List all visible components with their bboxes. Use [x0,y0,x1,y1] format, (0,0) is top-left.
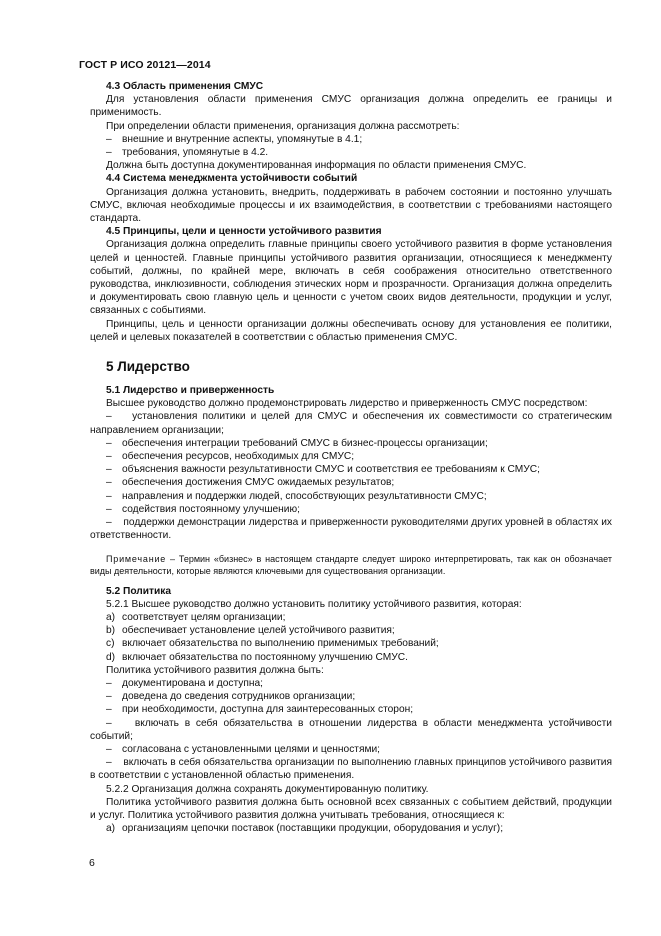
section-heading-4-4: 4.4 Система менеджмента устойчивости событий [106,173,358,185]
section-heading-4-3: 4.3 Область применения СМУС [106,81,264,92]
list-item: – направления и поддержки людей, способствующих результативности СМУС; [106,490,487,502]
paragraph: 5.2.1 Высшее руководство должно установить политику устойчивого развития, которая: [106,598,522,610]
note-text: – Термин «бизнес» в настоящем стандарте следует широко интерпретировать, так как он обозначает виды деятельности, которые являются ключевыми для существования организации. [90,553,612,576]
note [90,553,612,577]
list-item: – обеспечения ресурсов, необходимых для СМУС; [106,451,355,463]
list-item: – содействия постоянному улучшению; [106,503,300,515]
paragraph: Организация должна установить, внедрить, поддерживать в рабочем состоянии и постоянно улучшать СМУС, включая необходимые процессы и их взаимодействия, в соответствии с требованиями настоящего стандарта. [90,186,612,225]
list-item: – документирована и доступна; [106,677,263,689]
list-item: – объяснения важности результативности СМУС и соответствия ее требованиям к СМУС; [106,464,540,476]
chapter-heading-5: 5 Лидерство [106,359,190,375]
paragraph: При определении области применения, организация должна рассмотреть: [106,120,460,132]
lettered-item: b) обеспечивает установление целей устойчивого развития; [106,625,395,637]
document-header: ГОСТ Р ИСО 20121—2014 [79,59,211,71]
paragraph: Для установления области применения СМУС организация должна определить ее границы и применимость. [90,94,612,119]
paragraph: Организация должна определить главные принципы своего устойчивого развития в форме установления целей и ценностей. Главные принципы устойчивого развития организации, относящиеся к менеджменту событий, должны, по крайней мере, включать в себя соображения относительно ответственного руководства, инклюзивности, соблюдения этических норм и прозрачности. Организация должна определить и документировать свою главную цель и ценности с учетом своих видов деятельности, продукции и услуг, связанных с событиями. [90,239,612,317]
list-item: – установления политики и целей для СМУС и обеспечения их совместимости со стратегическим направлением организации; [90,411,612,436]
section-heading-5-2: 5.2 Политика [106,585,172,597]
note-label: Примечание [106,553,167,564]
lettered-item: a) организациям цепочки поставок (поставщики продукции, оборудования и услуг); [106,823,504,835]
lettered-item: c) включает обязательства по выполнению применимых требований; [106,638,439,650]
list-item: – обеспечения интеграции требований СМУС в бизнес-процессы организации; [106,437,488,449]
paragraph: Должна быть доступна документированная информация по области применения СМУС. [106,160,527,172]
list-item: – обеспечения достижения СМУС ожидаемых результатов; [106,477,395,489]
page-number: 6 [89,857,95,869]
list-item: – требования, упомянутые в 4.2. [106,147,269,159]
paragraph: Принципы, цель и ценности организации должны обеспечивать основу для установления ее политики, целей и целевых показателей в соответствии с областью применения СМУС. [90,318,612,343]
list-item: – поддержки демонстрации лидерства и приверженности руководителями других уровней в областях их ответственности. [90,517,613,542]
list-item: – при необходимости, доступна для заинтересованных сторон; [106,704,414,716]
paragraph: 5.2.2 Организация должна сохранять документированную политику. [106,783,429,795]
paragraph: Политика устойчивого развития должна быть: [106,664,324,676]
list-item: – внешние и внутренние аспекты, упомянутые в 4.1; [106,133,363,145]
list-item: – согласована с установленными целями и ценностями; [106,743,380,755]
list-item: – включать в себя обязательства организации по выполнению главных принципов устойчивого развития в соответствии с установленной областью применения. [90,757,612,782]
paragraph: Политика устойчивого развития должна быть основной всех связанных с событием действий, продукции и услуг. Политика устойчивого развития должна учитывать требования, относящиеся к: [90,796,612,821]
page-content [90,80,612,835]
section-heading-5-1: 5.1 Лидерство и приверженность [106,385,275,397]
list-item: – доведена до сведения сотрудников организации; [106,691,356,703]
paragraph: Высшее руководство должно продемонстрировать лидерство и приверженность СМУС посредством: [106,398,588,410]
lettered-item: a) соответствует целям организации; [106,611,286,623]
section-heading-4-5: 4.5 Принципы, цели и ценности устойчивого развития [106,226,382,238]
list-item: – включать в себя обязательства в отношении лидерства в области менеджмента устойчивости событий; [90,717,612,742]
lettered-item: d) включает обязательства по постоянному улучшению СМУС. [106,651,408,663]
